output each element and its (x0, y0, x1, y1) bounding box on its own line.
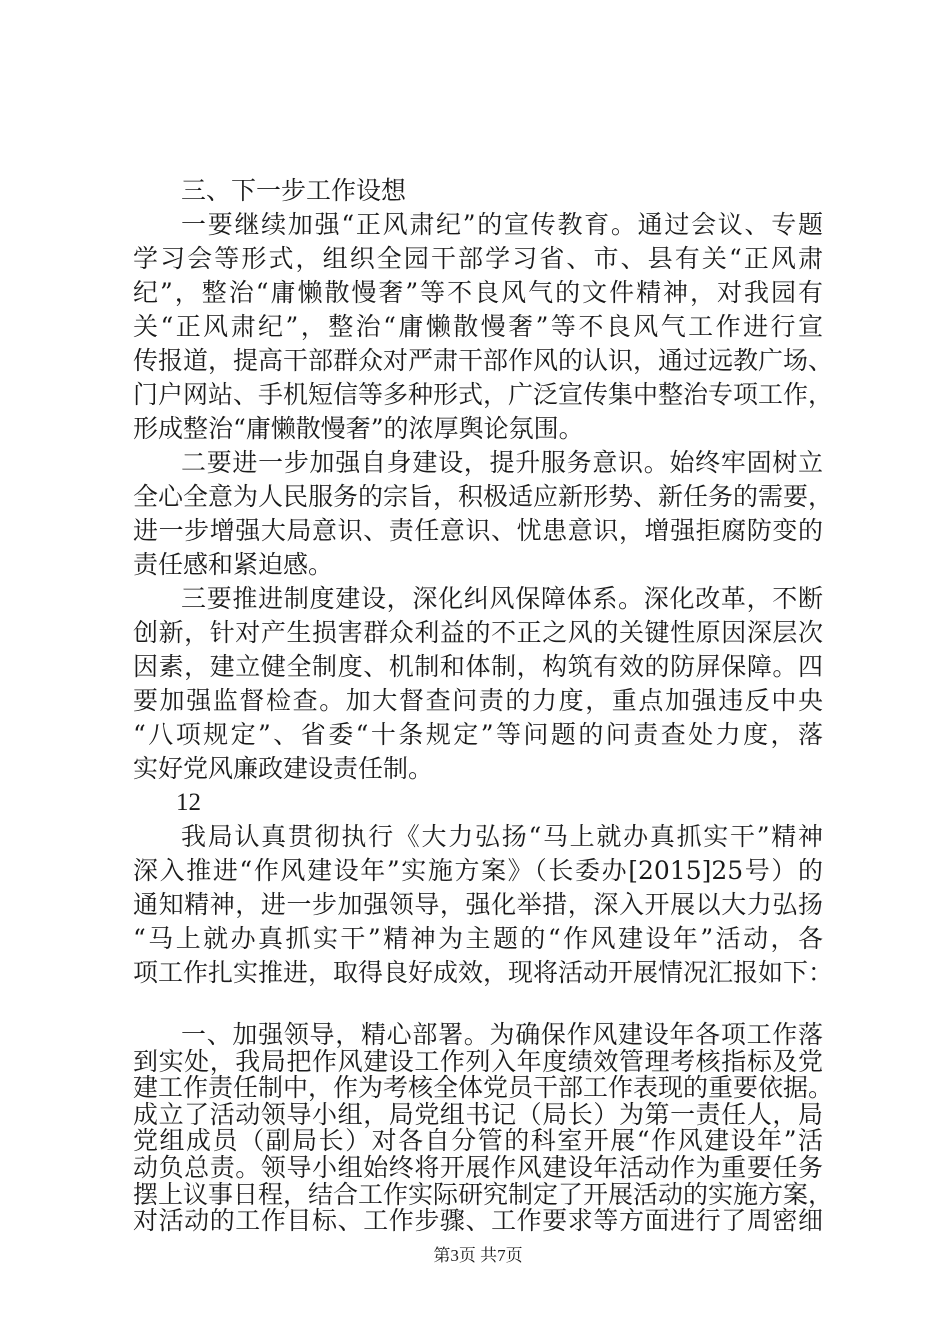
paragraph-line: 动负总责。领导小组始终将开展作风建设年活动作为重要任务 (133, 1153, 823, 1182)
paragraph-line: 责任感和紧迫感。 (133, 550, 334, 579)
paragraph-line: 深入推进“作风建设年”实施方案》（长委办[2015]25号）的 (133, 856, 823, 885)
paragraph-line: 二要进一步加强自身建设，提升服务意识。始终牢固树立 (181, 448, 823, 477)
paragraph-line: 形成整治“庸懒散慢奢”的浓厚舆论氛围。 (133, 414, 584, 443)
section-heading: 三、下一步工作设想 (181, 176, 407, 205)
paragraph-line: “马上就办真抓实干”精神为主题的“作风建设年”活动，各 (133, 924, 823, 953)
paragraph-line: 建工作责任制中，作为考核全体党员干部工作表现的重要依据。 (133, 1073, 834, 1103)
paragraph-line: 成立了活动领导小组，局党组书记（局长）为第一责任人，局 (133, 1099, 823, 1129)
page-footer: 第3页 共7页 (433, 1246, 523, 1265)
paragraph-line: 关“正风肃纪”，整治“庸懒散慢奢”等不良风气工作进行宣 (133, 312, 823, 341)
paragraph-line: 一、加强领导，精心部署。为确保作风建设年各项工作落 (181, 1020, 823, 1049)
paragraph-line: 三要推进制度建设，深化纠风保障体系。深化改革，不断 (181, 584, 823, 613)
paragraph-line: 到实处，我局把作风建设工作列入年度绩效管理考核指标及党 (133, 1046, 823, 1076)
paragraph-line: 因素，建立健全制度、机制和体制，构筑有效的防屏保障。四 (133, 652, 823, 681)
paragraph-line: 实好党风廉政建设责任制。 (133, 754, 434, 783)
paragraph-line: 进一步增强大局意识、责任意识、忧患意识，增强拒腐防变的 (133, 516, 823, 545)
paragraph-line: 门户网站、手机短信等多种形式，广泛宣传集中整治专项工作， (133, 380, 834, 409)
paragraph-line: 党组成员（副局长）对各自分管的科室开展“作风建设年”活 (133, 1126, 823, 1156)
paragraph-line: 通知精神，进一步加强领导，强化举措，深入开展以大力弘扬 (133, 890, 823, 919)
paragraph-line: 纪”，整治“庸懒散慢奢”等不良风气的文件精神，对我园有 (133, 278, 823, 307)
paragraph-line: 要加强监督检查。加大督查问责的力度，重点加强违反中央 (133, 686, 823, 715)
paragraph-line: 摆上议事日程，结合工作实际研究制定了开展活动的实施方案， (133, 1179, 834, 1209)
paragraph-line: “八项规定”、省委“十条规定”等问题的问责查处力度，落 (133, 720, 823, 749)
paragraph-line: 我局认真贯彻执行《大力弘扬“马上就办真抓实干”精神 (181, 822, 823, 851)
paragraph-line: 全心全意为人民服务的宗旨，积极适应新形势、新任务的需要， (133, 482, 834, 511)
paragraph-line: 创新，针对产生损害群众利益的不正之风的关键性原因深层次 (133, 618, 823, 647)
section-number: 12 (176, 789, 201, 816)
paragraph-line: 传报道，提高干部群众对严肃干部作风的认识，通过远教广场、 (133, 346, 834, 375)
paragraph-line: 一要继续加强“正风肃纪”的宣传教育。通过会议、专题 (181, 210, 823, 239)
paragraph-line: 项工作扎实推进，取得良好成效，现将活动开展情况汇报如下： (133, 958, 834, 987)
paragraph-line: 学习会等形式，组织全园干部学习省、市、县有关“正风肃 (133, 244, 823, 273)
paragraph-line: 对活动的工作目标、工作步骤、工作要求等方面进行了周密细 (133, 1206, 823, 1236)
